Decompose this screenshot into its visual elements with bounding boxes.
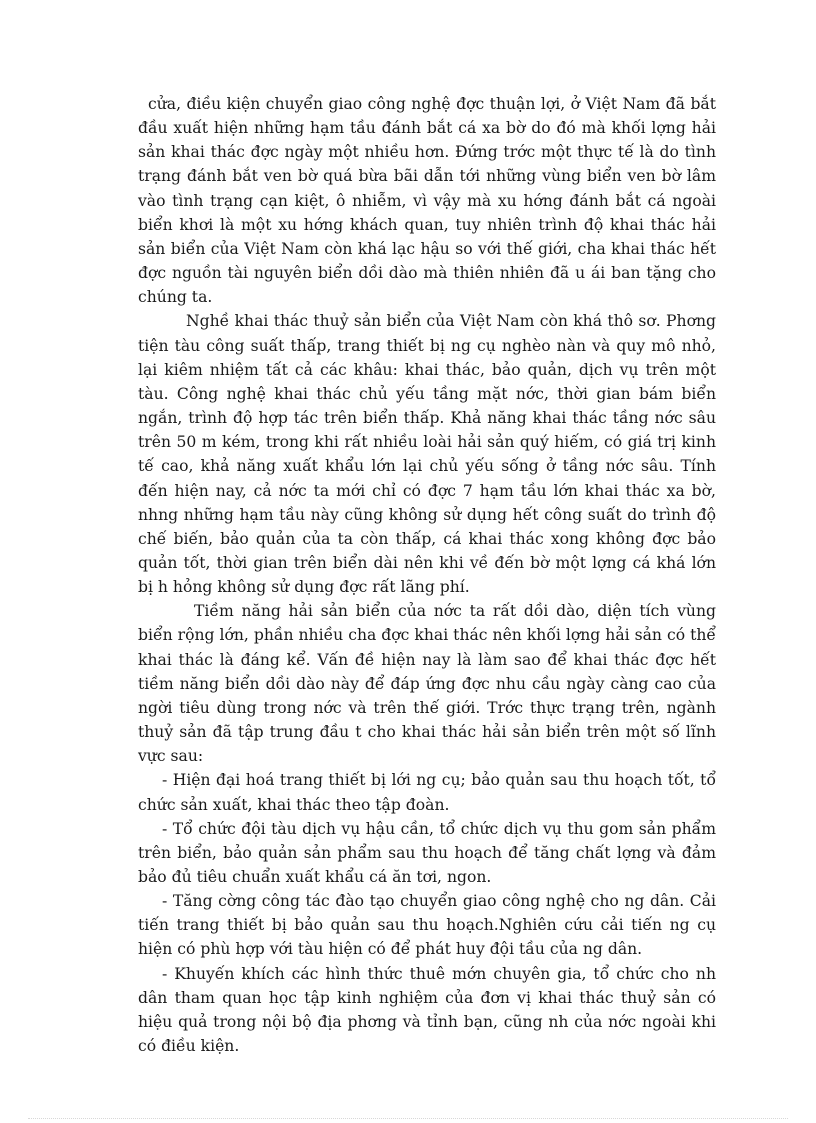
list-item: - Tăng cờng công tác đào tạo chuyển giao công nghệ cho ng dân. Cải tiến trang thiết bị bảo quản sau thu hoạch.Nghiên cứu cải tiến ng cụ hiện có phù hợp với tàu hiện có để phát huy đội tầu của ng dân. <box>138 892 716 959</box>
body-text <box>138 92 716 1058</box>
list-item: - Khuyến khích các hình thức thuê mớn chuyên gia, tổ chức cho nh dân tham quan học tập kinh nghiệm của đơn vị khai thác thuỷ sản có hiệu quả trong nội bộ địa phơng và tỉnh bạn, cũng nh của nớc ngoài khi có điều kiện. <box>138 964 716 1056</box>
list-item: - Tổ chức đội tàu dịch vụ hậu cần, tổ chức dịch vụ thu gom sản phẩm trên biển, bảo quản sản phẩm sau thu hoạch để tăng chất lợng và đảm bảo đủ tiêu chuẩn xuất khẩu cá ăn tơi, ngon. <box>138 819 716 886</box>
footer-divider <box>28 1118 788 1119</box>
paragraph-2: Nghề khai thác thuỷ sản biển của Việt Nam còn khá thô sơ. Phơng tiện tàu công suất thấp, trang thiết bị ng cụ nghèo nàn và quy mô nhỏ, lại kiêm nhiệm tất cả các khâu: khai thác, bảo quản, dịch vụ trên một tàu. Công nghệ khai thác chủ yếu tầng mặt nớc, thời gian bám biển ngắn, trình độ hợp tác trên biển thấp. Khả năng khai thác tầng nớc sâu trên 50 m kém, trong khi rất nhiều loài hải sản quý hiếm, có giá trị kinh tế cao, khả năng xuất khẩu lớn lại chủ yếu sống ở tầng nớc sâu. Tính đến hiện nay, cả nớc ta mới chỉ có đợc 7 hạm tầu lớn khai thác xa bờ, nhng những hạm tầu này cũng không sử dụng hết công suất do trình độ chế biến, bảo quản của ta còn thấp, cá khai thác xong không đợc bảo quản tốt, thời gian trên biển dài nên khi về đến bờ một lợng cá khá lớn bị h hỏng không sử dụng đợc rất lãng phí. <box>138 312 716 597</box>
paragraph-1: cửa, điều kiện chuyển giao công nghệ đợc thuận lợi, ở Việt Nam đã bắt đầu xuất hiện những hạm tầu đánh bắt cá xa bờ do đó mà khối lợng hải sản khai thác đợc ngày một nhiều hơn. Đứng trớc một thực tế là do tình trạng đánh bắt ven bờ quá bừa bãi dẫn tới những vùng biển ven bờ lâm vào tình trạng cạn kiệt, ô nhiễm, vì vậy mà xu hớng đánh bắt cá ngoài biển khơi là một xu hớng khách quan, tuy nhiên trình độ khai thác hải sản biển của Việt Nam còn khá lạc hậu so với thế giới, cha khai thác hết đợc nguồn tài nguyên biển dồi dào mà thiên nhiên đã u ái ban tặng cho chúng ta. <box>138 95 716 307</box>
list-item: - Hiện đại hoá trang thiết bị lới ng cụ; bảo quản sau thu hoạch tốt, tổ chức sản xuất, khai thác theo tập đoàn. <box>138 771 716 814</box>
paragraph-3: Tiềm năng hải sản biển của nớc ta rất dồi dào, diện tích vùng biển rộng lớn, phần nhiều cha đợc khai thác nên khối lợng hải sản có thể khai thác là đáng kể. Vấn đề hiện nay là làm sao để khai thác đợc hết tiềm năng biển dồi dào này để đáp ứng đợc nhu cầu ngày càng cao của ngời tiêu dùng trong nớc và trên thế giới. Trớc thực trạng trên, ngành thuỷ sản đã tập trung đầu t cho khai thác hải sản biển trên một số lĩnh vực sau: <box>138 602 716 766</box>
